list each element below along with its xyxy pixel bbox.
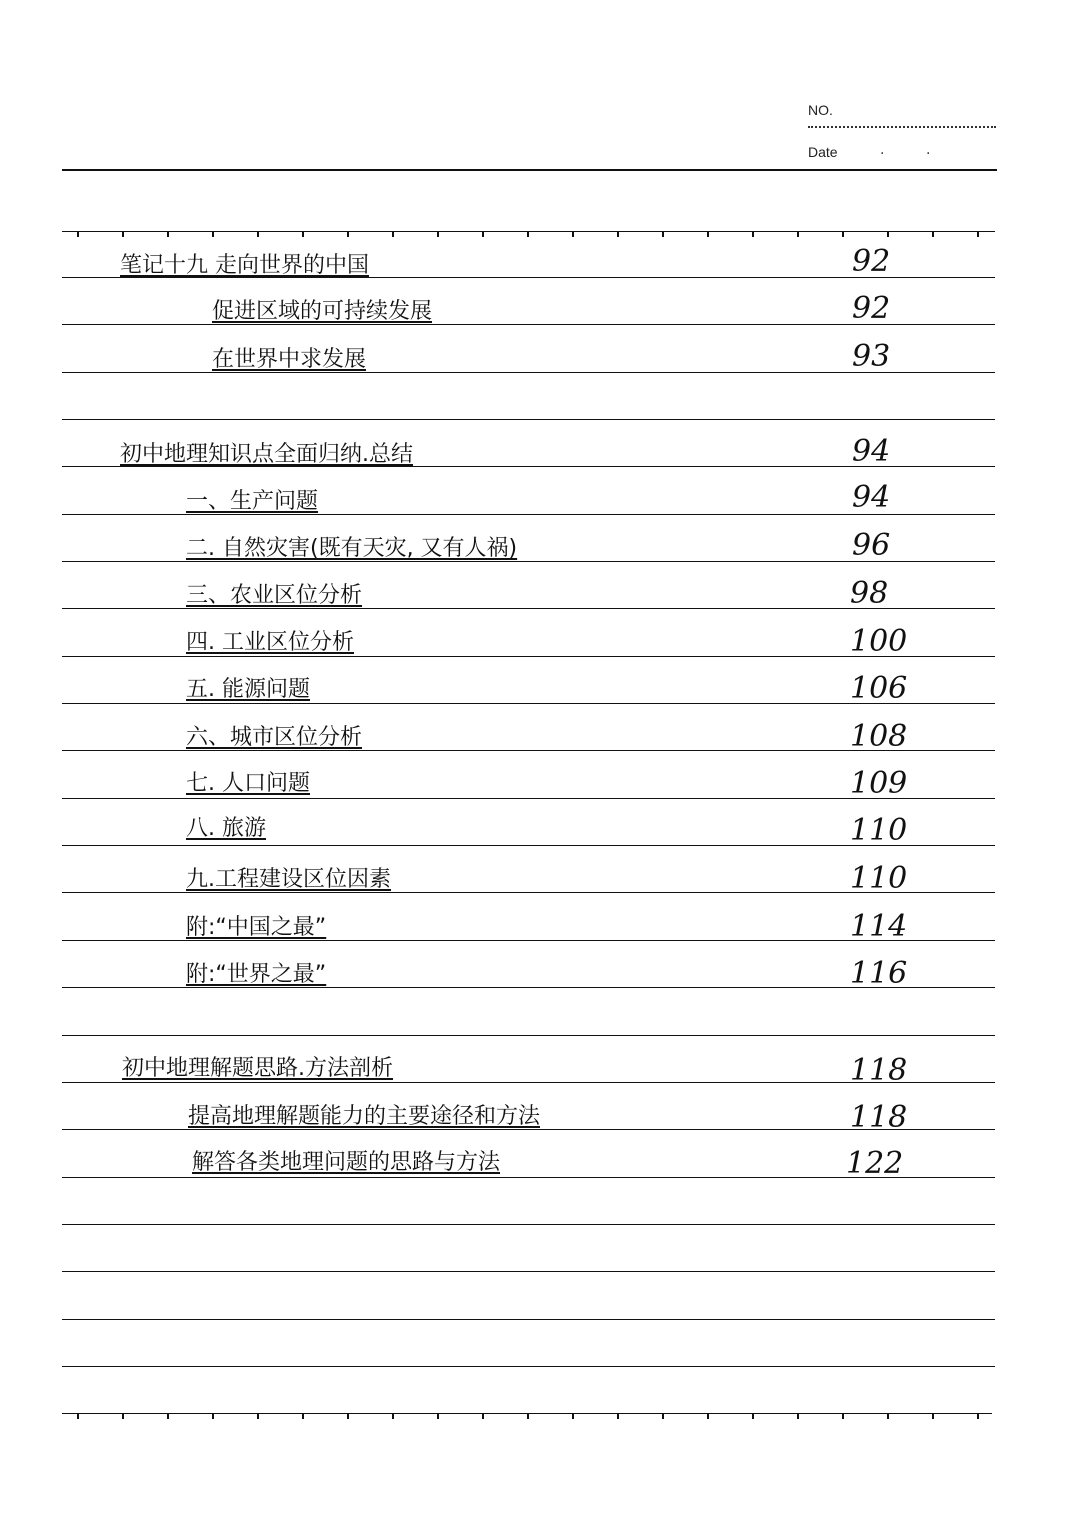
ruler-tick <box>887 231 889 237</box>
ruler-tick <box>482 231 484 237</box>
toc-entry-title: 一、生产问题 <box>186 489 319 514</box>
ruler-tick <box>842 231 844 237</box>
ruler-tick <box>437 231 439 237</box>
ruler-tick <box>212 1413 214 1419</box>
ruler-tick <box>617 231 619 237</box>
ruler-tick <box>122 1413 124 1419</box>
ruler-tick <box>392 1413 394 1419</box>
toc-entry-title: 八. 旅游 <box>186 816 266 841</box>
toc-entry-title: 提高地理解题能力的主要途径和方法 <box>188 1104 541 1129</box>
toc-entry-title: 附:“中国之最” <box>186 915 327 940</box>
toc-entry-page: 106 <box>850 671 908 706</box>
toc-entry-title: 解答各类地理问题的思路与方法 <box>192 1150 501 1175</box>
ruler-tick <box>392 231 394 237</box>
ruler-tick <box>212 231 214 237</box>
number-dotted-line <box>808 126 996 128</box>
ruler-tick <box>887 1413 889 1419</box>
ruler-tick <box>77 1413 79 1419</box>
toc-entry-page: 92 <box>852 291 891 326</box>
toc-entry-title: 三、农业区位分析 <box>186 583 363 608</box>
ruled-line <box>62 1224 995 1225</box>
toc-entry-title: 七. 人口问题 <box>186 771 310 796</box>
ruled-line <box>62 1319 995 1320</box>
ruler-tick <box>527 231 529 237</box>
toc-entry-page: 96 <box>852 528 891 563</box>
toc-entry-title: 促进区域的可持续发展 <box>212 299 433 324</box>
ruler-tick <box>77 231 79 237</box>
ruler-tick <box>932 231 934 237</box>
ruler-tick <box>482 1413 484 1419</box>
date-label: Date <box>808 144 838 160</box>
toc-entry-title: 笔记十九 走向世界的中国 <box>120 253 369 278</box>
toc-entry-title: 初中地理知识点全面归纳.总结 <box>120 442 413 467</box>
ruled-line <box>62 419 995 420</box>
toc-entry-page: 100 <box>850 624 908 659</box>
toc-entry-page: 110 <box>850 861 908 896</box>
ruler-tick <box>302 231 304 237</box>
toc-entry-title: 附:“世界之最” <box>186 962 327 987</box>
toc-entry-page: 110 <box>850 813 908 848</box>
toc-entry-page: 116 <box>850 956 908 991</box>
ruler-tick <box>527 1413 529 1419</box>
ruler-tick <box>167 1413 169 1419</box>
ruler-tick <box>257 1413 259 1419</box>
ruler-tick <box>302 1413 304 1419</box>
toc-entry-page: 122 <box>846 1146 904 1181</box>
header-rule <box>62 169 997 171</box>
toc-entry-title: 在世界中求发展 <box>212 347 367 372</box>
ruler-tick <box>707 1413 709 1419</box>
toc-entry-page: 94 <box>852 434 891 469</box>
ruler-tick <box>752 1413 754 1419</box>
ruler-tick <box>167 231 169 237</box>
ruler-tick <box>842 1413 844 1419</box>
toc-entry-page: 94 <box>852 480 891 515</box>
ruled-line <box>62 1366 995 1367</box>
ruler-tick <box>977 231 979 237</box>
ruler-tick <box>617 1413 619 1419</box>
ruler-tick <box>347 1413 349 1419</box>
ruled-line <box>62 1035 995 1036</box>
date-dot: · <box>880 146 885 162</box>
ruler-tick <box>437 1413 439 1419</box>
number-label: NO. <box>808 102 833 118</box>
ruler-tick <box>707 231 709 237</box>
toc-entry-title: 四. 工业区位分析 <box>186 630 354 655</box>
toc-entry-page: 118 <box>850 1100 908 1135</box>
toc-entry-title: 二. 自然灾害(既有天灾, 又有人祸) <box>186 536 518 561</box>
toc-entry-page: 92 <box>852 244 891 279</box>
toc-entry-page: 118 <box>850 1053 908 1088</box>
toc-entry-page: 98 <box>850 576 889 611</box>
ruled-line <box>62 1271 995 1272</box>
ruler-tick <box>572 231 574 237</box>
toc-entry-title: 五. 能源问题 <box>186 677 310 702</box>
toc-entry-page: 93 <box>852 339 891 374</box>
toc-entry-page: 108 <box>850 719 908 754</box>
ruler-tick <box>797 1413 799 1419</box>
top-tick-ruler <box>62 231 995 232</box>
toc-entry-page: 114 <box>850 909 908 944</box>
ruler-tick <box>797 231 799 237</box>
ruler-tick <box>662 231 664 237</box>
date-dot: · <box>926 146 931 162</box>
toc-entry-title: 初中地理解题思路.方法剖析 <box>122 1056 393 1081</box>
ruler-tick <box>662 1413 664 1419</box>
ruler-tick <box>977 1413 979 1419</box>
ruler-tick <box>752 231 754 237</box>
toc-entry-title: 九.工程建设区位因素 <box>186 867 391 892</box>
toc-entry-page: 109 <box>850 766 908 801</box>
ruler-tick <box>347 231 349 237</box>
ruler-tick <box>932 1413 934 1419</box>
toc-entry-title: 六、城市区位分析 <box>186 725 363 750</box>
ruler-tick <box>572 1413 574 1419</box>
ruler-tick <box>257 231 259 237</box>
ruler-tick <box>122 231 124 237</box>
